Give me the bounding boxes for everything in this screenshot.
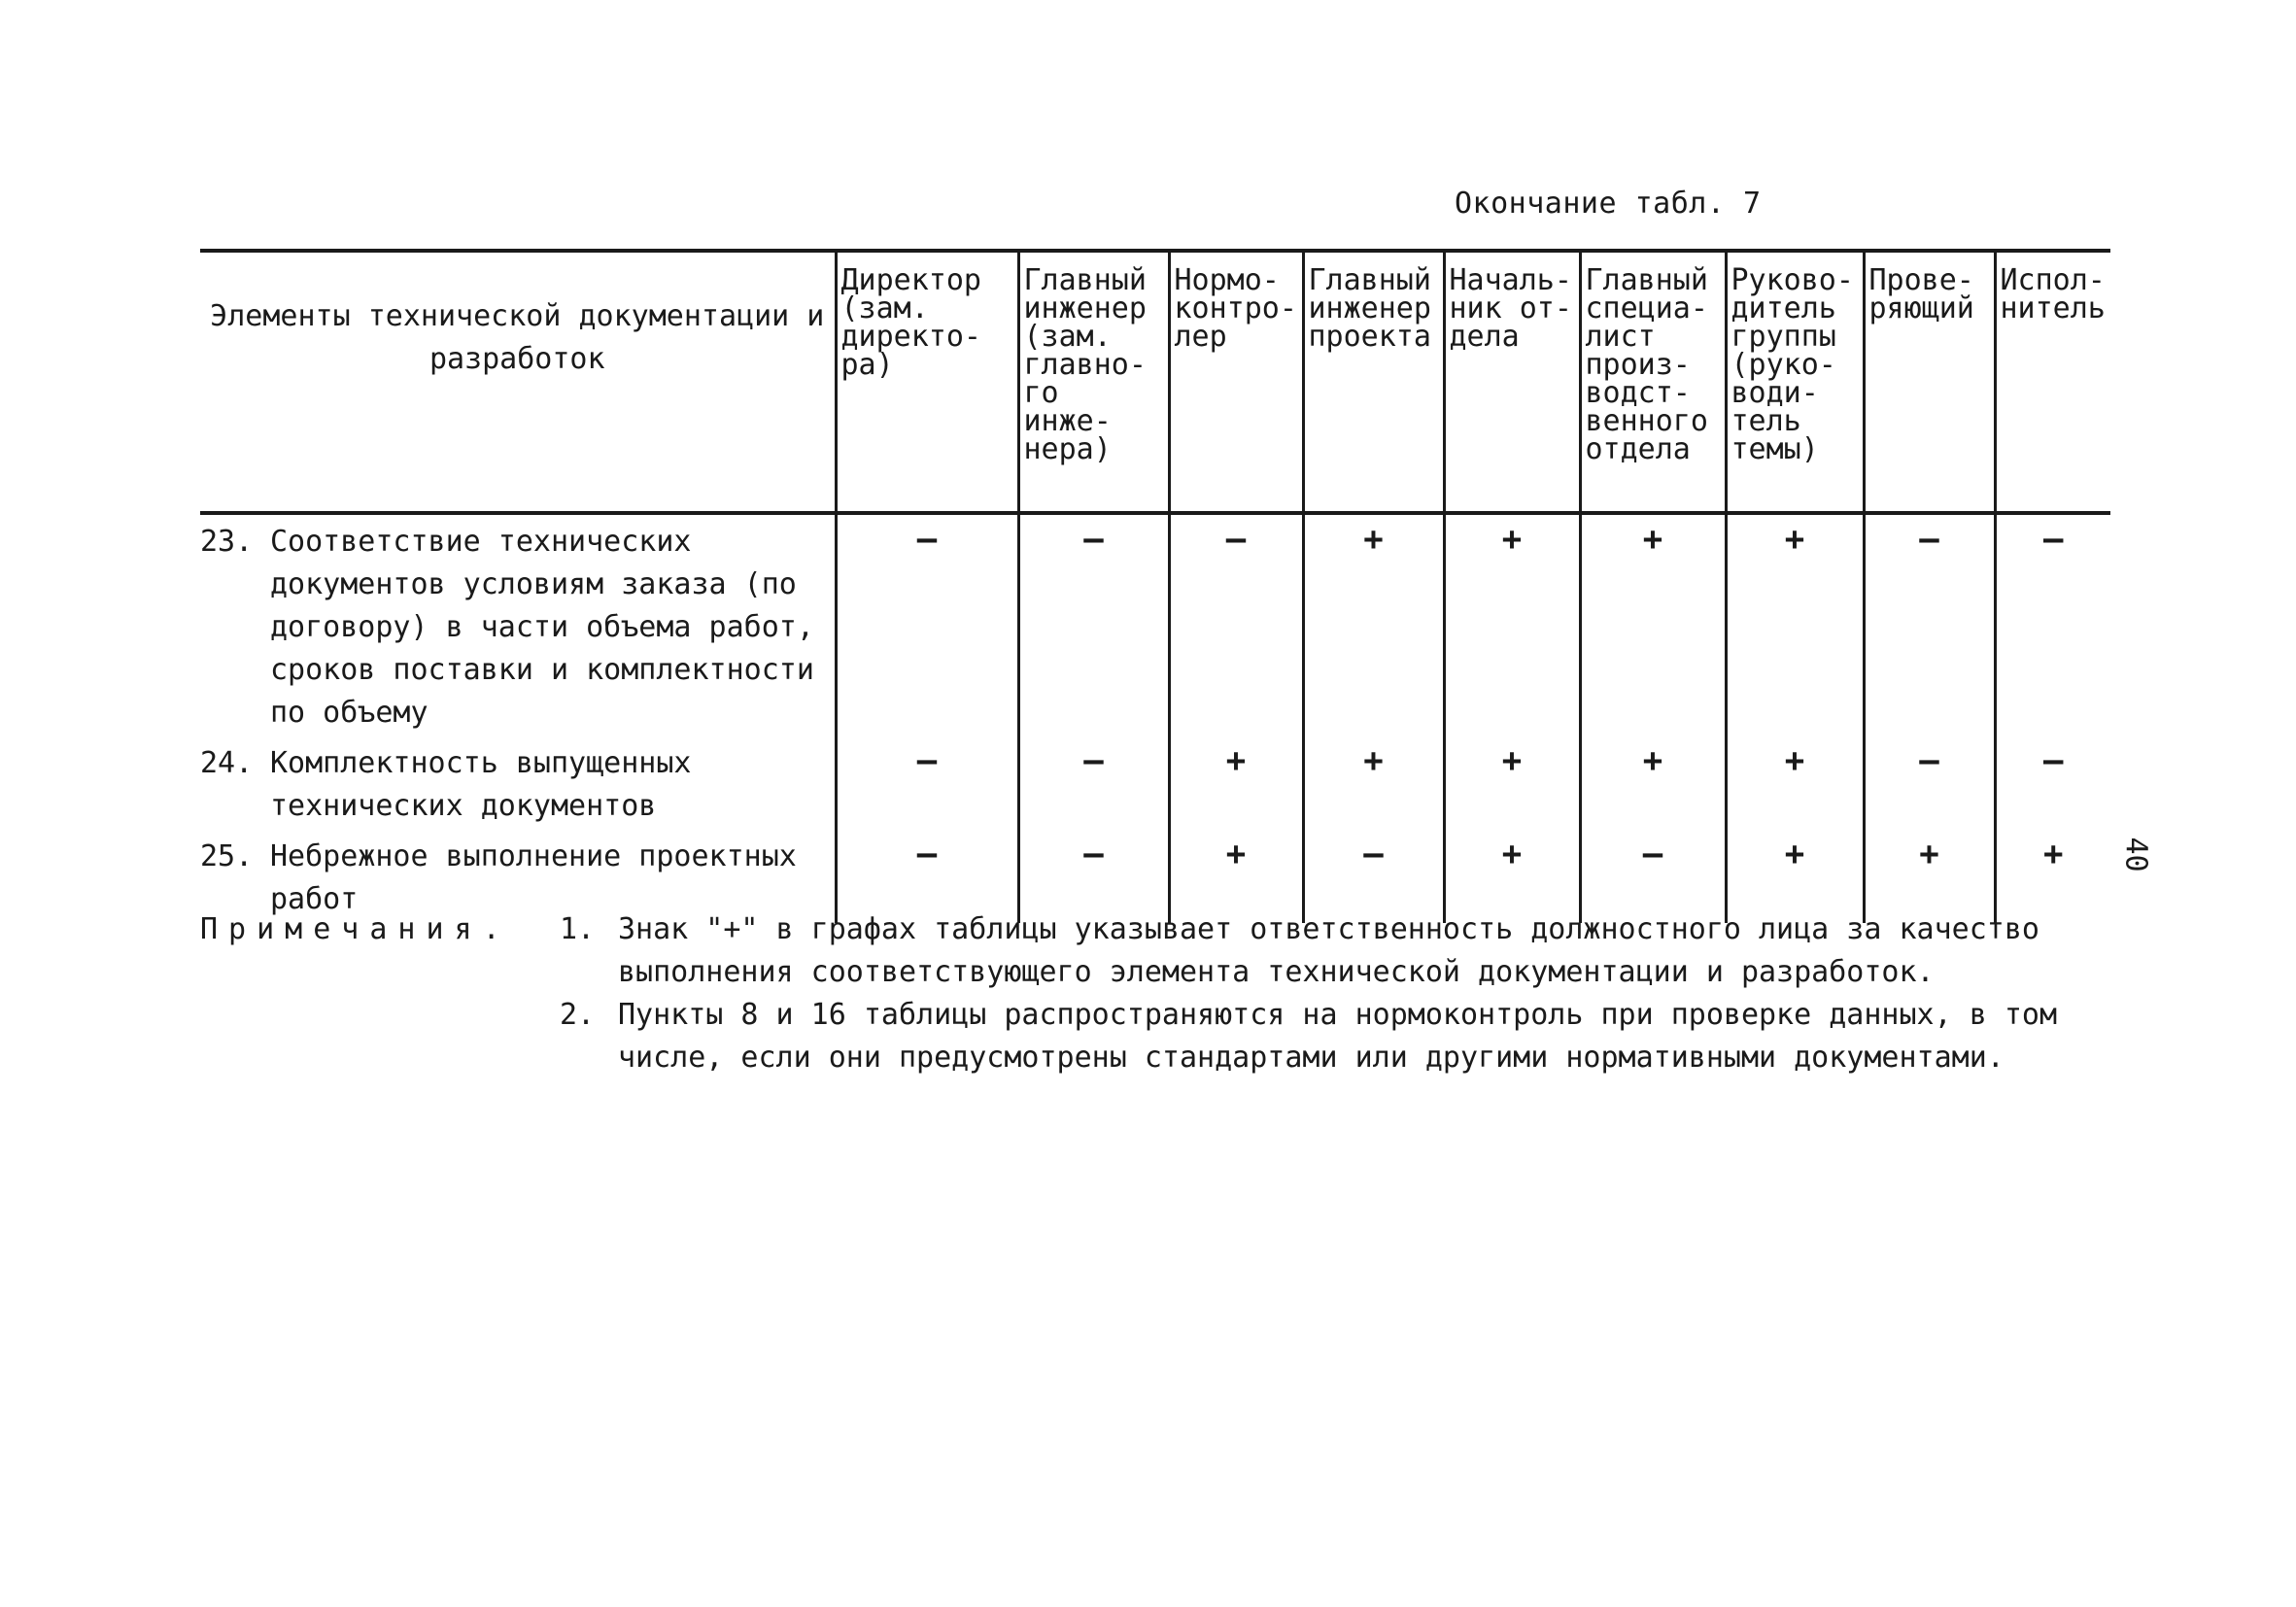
column-header-executor: Испол- нитель — [1995, 251, 2110, 513]
mark-cell: + — [1303, 513, 1444, 736]
row-number: 25. — [200, 839, 254, 873]
note-number: 2. — [560, 998, 596, 1032]
responsibility-table — [200, 249, 2110, 923]
mark-cell: + — [1864, 830, 1995, 923]
mark-cell: – — [1018, 736, 1169, 830]
mark-cell: + — [1169, 830, 1303, 923]
element-text: Соответствие технических документов условиям заказа (по договору) в части объема работ, сроков поставки и комплектности по объему — [270, 525, 814, 730]
mark-cell: – — [1995, 736, 2110, 830]
column-header-director: Директор (зам. директо- ра) — [836, 251, 1018, 513]
mark-cell: – — [1018, 513, 1169, 736]
mark-cell: – — [1864, 513, 1995, 736]
column-header-norm-controller: Нормо- контро- лер — [1169, 251, 1303, 513]
mark-cell: + — [1444, 513, 1580, 736]
element-cell — [200, 513, 836, 736]
mark-cell: – — [1018, 830, 1169, 923]
column-header-group-leader: Руково- дитель группы (руко- води- тель темы) — [1726, 251, 1864, 513]
mark-cell: + — [1169, 736, 1303, 830]
mark-cell: – — [836, 513, 1018, 736]
mark-cell: + — [1580, 736, 1726, 830]
mark-cell: + — [1444, 830, 1580, 923]
note-text: Пункты 8 и 16 таблицы распространяются на нормоконтроль при проверке данных, в том числе, если они предусмотрены стандартами или другими нормативными документами. — [618, 998, 2058, 1075]
table-header-row — [200, 251, 2110, 513]
element-text: Небрежное выполнение проектных работ — [270, 839, 797, 916]
mark-cell: – — [836, 830, 1018, 923]
table-continuation-label: Окончание табл. 7 — [1455, 187, 1762, 221]
mark-cell: – — [1864, 736, 1995, 830]
mark-cell: + — [1303, 736, 1444, 830]
element-cell — [200, 736, 836, 830]
notes-title: Примечания. — [200, 912, 511, 946]
mark-cell: + — [1726, 736, 1864, 830]
note-number: 1. — [560, 912, 596, 946]
mark-cell: – — [1995, 513, 2110, 736]
mark-cell: + — [1995, 830, 2110, 923]
column-header-chief-specialist: Главный специа- лист произ- водст- венного отдела — [1580, 251, 1726, 513]
element-text: Комплектность выпущенных технических документов — [270, 746, 692, 823]
table-row — [200, 736, 2110, 830]
note-text: Знак "+" в графах таблицы указывает ответственность должностного лица за качество выполнения соответствующего элемента технической документации и разработок. — [618, 912, 2039, 989]
column-header-chief-engineer: Главный инженер (зам. главно- го инже- нера) — [1018, 251, 1169, 513]
mark-cell: – — [1580, 830, 1726, 923]
mark-cell: – — [1169, 513, 1303, 736]
column-header-department-head: Началь- ник от- дела — [1444, 251, 1580, 513]
column-header-elements: Элементы технической документации и разработок — [210, 299, 825, 376]
page-number: 40 — [2118, 837, 2153, 872]
mark-cell: + — [1444, 736, 1580, 830]
mark-cell: + — [1726, 513, 1864, 736]
mark-cell: – — [836, 736, 1018, 830]
mark-cell: + — [1580, 513, 1726, 736]
table-row — [200, 513, 2110, 736]
column-header-reviewer: Прове- ряющий — [1864, 251, 1995, 513]
row-number: 23. — [200, 525, 254, 559]
column-header-chief-project-engineer: Главный инженер проекта — [1303, 251, 1444, 513]
mark-cell: – — [1303, 830, 1444, 923]
mark-cell: + — [1726, 830, 1864, 923]
row-number: 24. — [200, 746, 254, 780]
